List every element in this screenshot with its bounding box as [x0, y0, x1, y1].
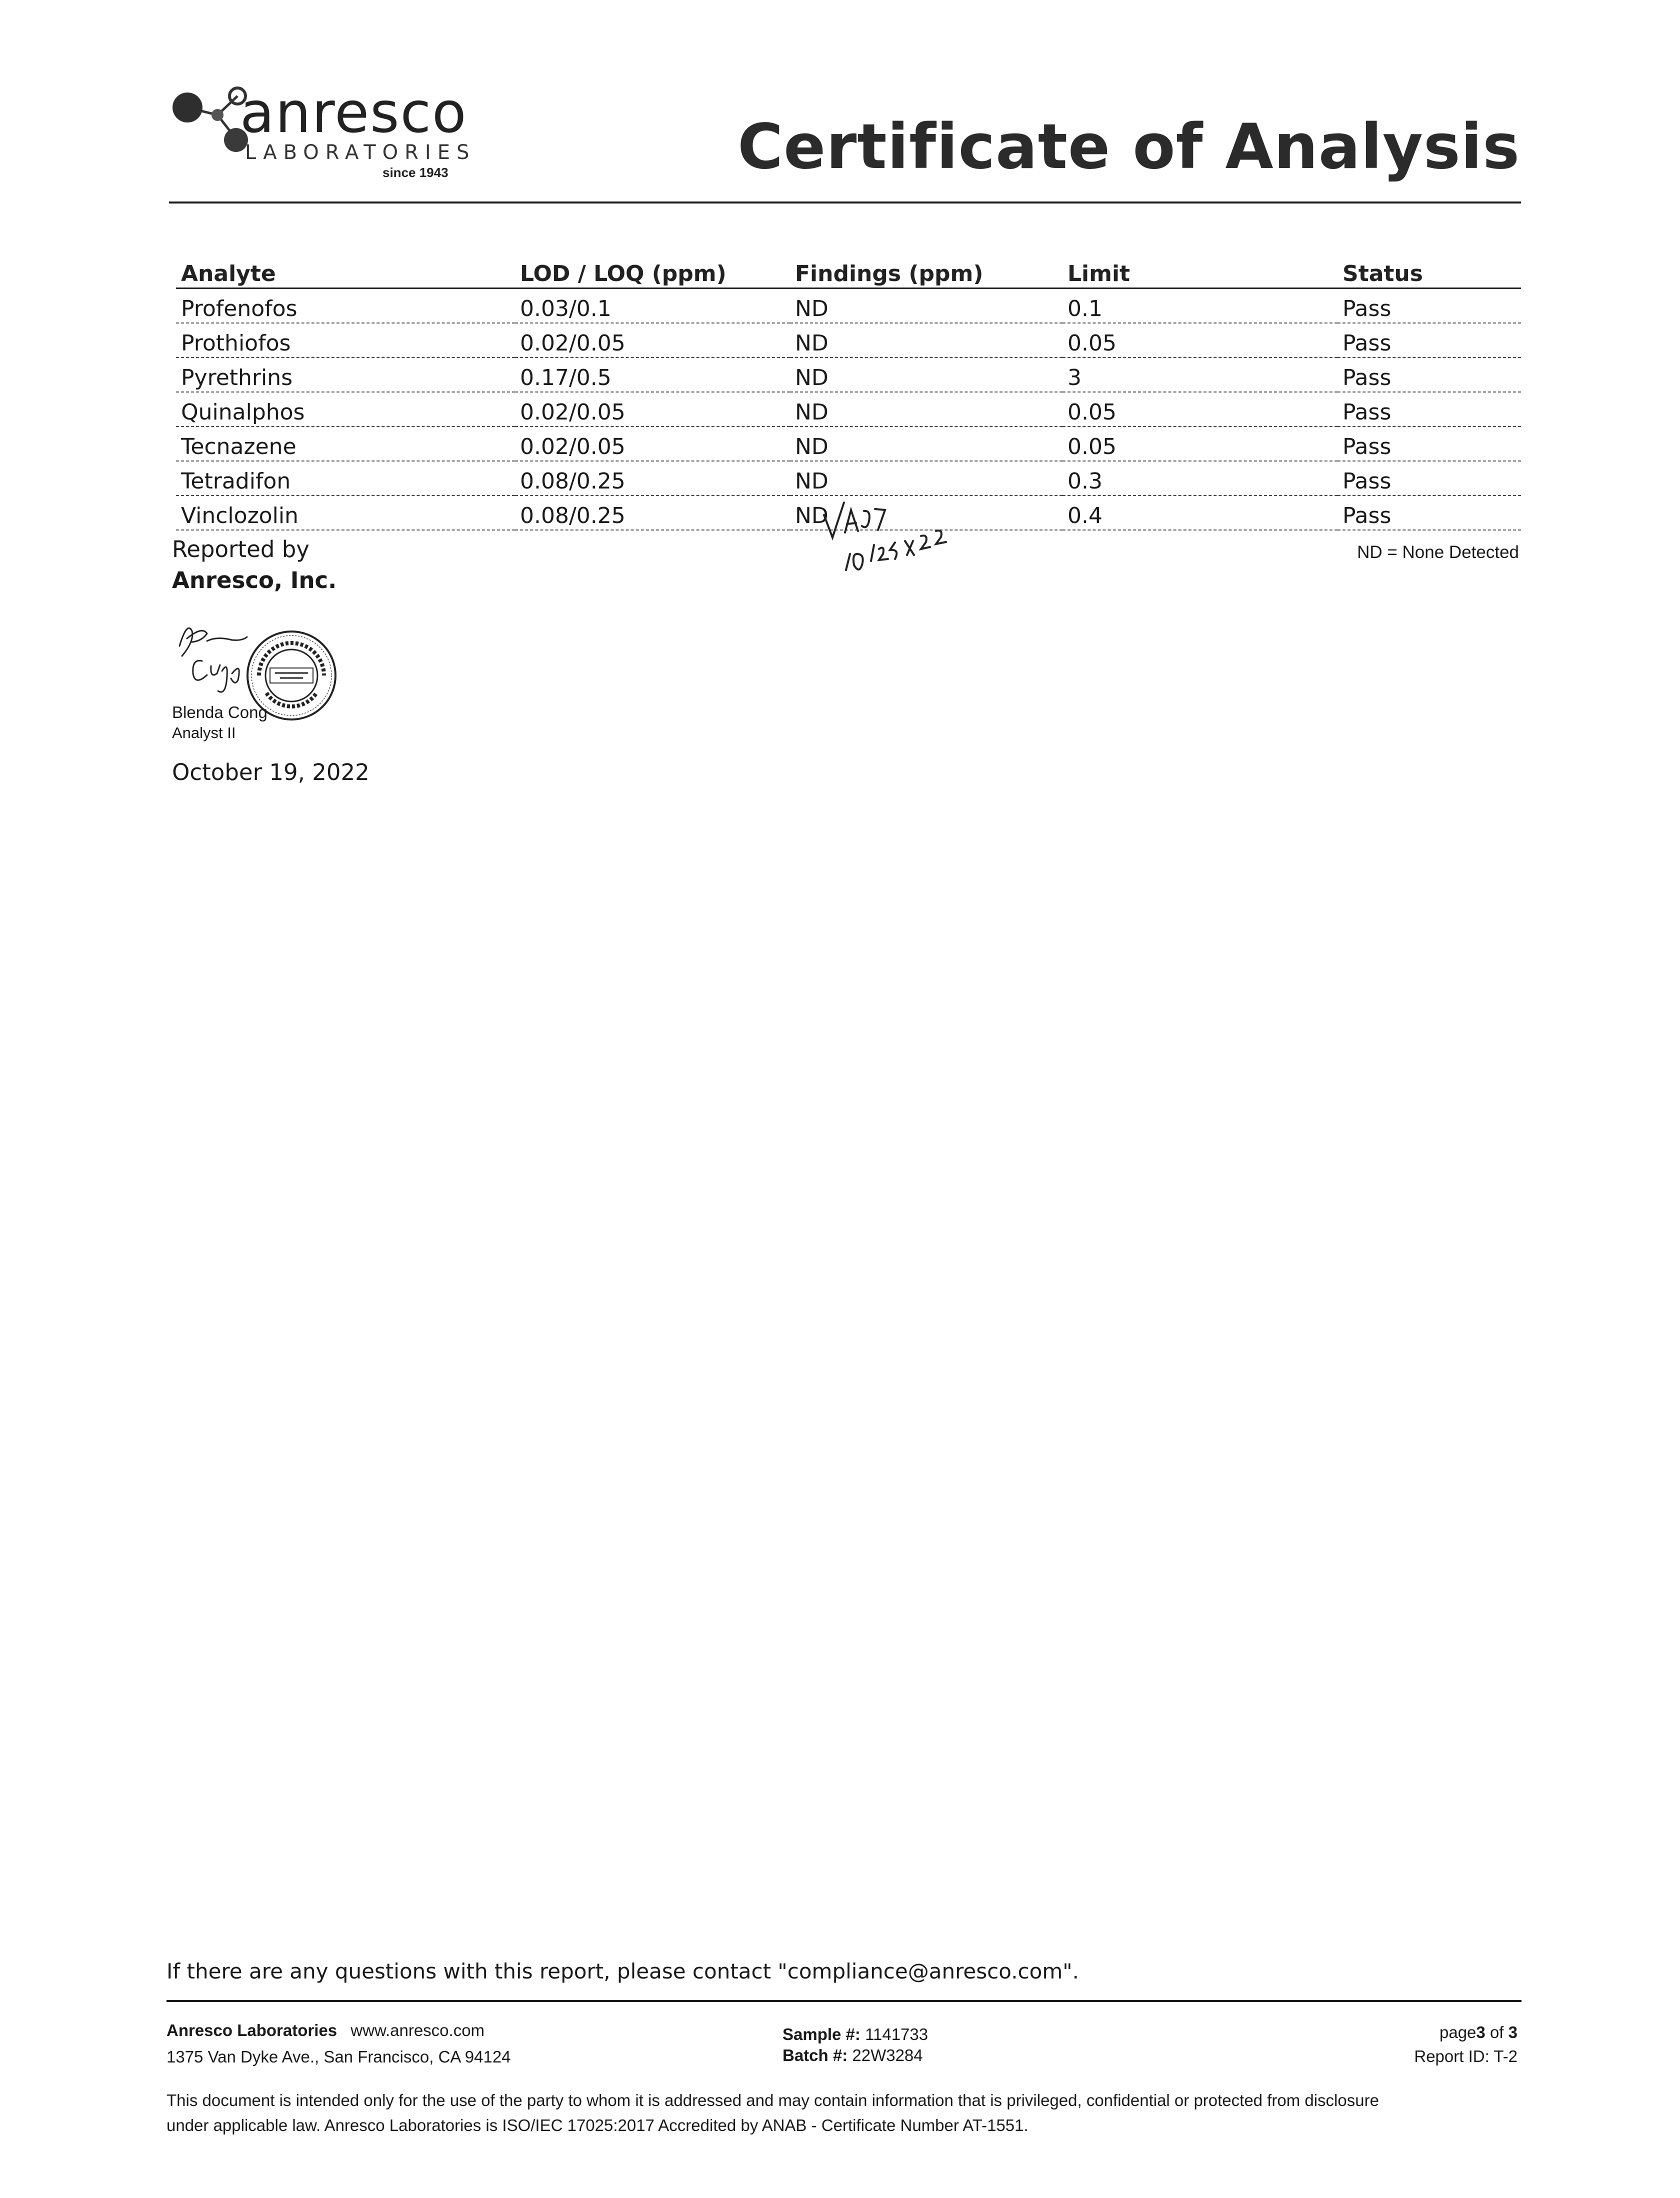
footer-divider	[166, 2000, 1522, 2002]
table-header-row	[176, 252, 1521, 288]
analyte-cell: Pyrethrins	[176, 358, 515, 392]
lod-loq-cell: 0.02/0.05	[515, 426, 790, 461]
status-cell: Pass	[1338, 288, 1521, 324]
disclaimer-line-2: under applicable law. Anresco Laboratories is ISO/IEC 17025:2017 Accredited by ANAB - Certificate Number AT-1551.	[166, 2116, 1028, 2134]
sample-value: 1141733	[865, 2025, 928, 2044]
limit-cell: 0.3	[1062, 461, 1338, 496]
analyst-name: Blenda Cong	[172, 703, 268, 722]
page-total: 3	[1508, 2023, 1518, 2042]
disclaimer	[166, 2088, 1526, 2138]
brand-since: since 1943	[382, 165, 448, 180]
table-row	[176, 288, 1521, 324]
brand-name: anresco	[240, 80, 468, 146]
document-title: Certificate of Analysis	[738, 111, 1520, 183]
lab-name: Anresco Laboratories	[166, 2021, 338, 2040]
table-row	[176, 461, 1521, 496]
contact-note: If there are any questions with this report, please contact "compliance@anresco.com".	[166, 1959, 1079, 1984]
analyte-cell: Prothiofos	[176, 323, 515, 358]
table-row	[176, 323, 1521, 358]
column-header-lod-loq: LOD / LOQ (ppm)	[515, 252, 790, 288]
table-row	[176, 392, 1521, 426]
lab-info	[166, 2021, 484, 2040]
analyte-cell: Tecnazene	[176, 426, 515, 461]
analyte-cell: Vinclozolin	[176, 496, 515, 530]
page-prefix: page	[1439, 2023, 1476, 2042]
findings-cell: ND	[790, 392, 1062, 426]
reporting-company: Anresco, Inc.	[172, 567, 337, 594]
brand-subtitle: LABORATORIES	[245, 141, 476, 164]
lod-loq-cell: 0.17/0.5	[515, 358, 790, 392]
analyte-cell: Tetradifon	[176, 461, 515, 496]
limit-cell: 0.05	[1062, 392, 1338, 426]
findings-cell: ND	[790, 323, 1062, 358]
disclaimer-line-1: This document is intended only for the use of the party to whom it is addressed and may contain information that is privileged, confidential or protected from disclosure	[166, 2091, 1379, 2110]
column-header-status: Status	[1338, 252, 1521, 288]
batch-label: Batch #:	[782, 2046, 848, 2064]
status-cell: Pass	[1338, 323, 1521, 358]
lod-loq-cell: 0.08/0.25	[515, 461, 790, 496]
lod-loq-cell: 0.03/0.1	[515, 288, 790, 324]
limit-cell: 0.1	[1062, 288, 1338, 324]
limit-cell: 0.05	[1062, 426, 1338, 461]
findings-cell: ND	[790, 288, 1062, 324]
batch-value: 22W3284	[852, 2046, 923, 2064]
header-divider	[169, 202, 1521, 204]
lab-address: 1375 Van Dyke Ave., San Francisco, CA 94124	[166, 2048, 511, 2066]
company-logo	[170, 80, 490, 180]
results-table	[176, 252, 1521, 530]
status-cell: Pass	[1338, 392, 1521, 426]
table-row	[176, 358, 1521, 392]
column-header-limit: Limit	[1062, 252, 1338, 288]
reported-by-label: Reported by	[172, 536, 310, 562]
molecule-logo-icon	[170, 85, 250, 160]
lab-website[interactable]: www.anresco.com	[350, 2021, 485, 2040]
findings-cell: ND	[790, 496, 1062, 530]
findings-cell: ND	[790, 358, 1062, 392]
column-header-findings: Findings (ppm)	[790, 252, 1062, 288]
report-date: October 19, 2022	[172, 759, 370, 786]
status-cell: Pass	[1338, 426, 1521, 461]
status-cell: Pass	[1338, 496, 1521, 530]
handwritten-initials-mark	[815, 495, 975, 600]
analyte-cell: Quinalphos	[176, 392, 515, 426]
batch-number	[782, 2046, 923, 2065]
nd-legend: ND = None Detected	[1357, 542, 1519, 562]
limit-cell: 0.05	[1062, 323, 1338, 358]
status-cell: Pass	[1338, 358, 1521, 392]
analyte-cell: Profenofos	[176, 288, 515, 324]
limit-cell: 0.4	[1062, 496, 1338, 530]
lod-loq-cell: 0.08/0.25	[515, 496, 790, 530]
sample-label: Sample #:	[782, 2025, 860, 2044]
findings-cell: ND	[790, 461, 1062, 496]
analyst-title: Analyst II	[172, 724, 236, 742]
report-id: Report ID: T-2	[1414, 2047, 1518, 2066]
status-cell: Pass	[1338, 461, 1521, 496]
table-row	[176, 426, 1521, 461]
column-header-analyte: Analyte	[176, 252, 515, 288]
findings-cell: ND	[790, 426, 1062, 461]
sample-number	[782, 2025, 928, 2044]
page-indicator	[1440, 2023, 1518, 2042]
lod-loq-cell: 0.02/0.05	[515, 392, 790, 426]
page-current: 3	[1476, 2023, 1486, 2042]
page-of: of	[1490, 2023, 1504, 2042]
limit-cell: 3	[1062, 358, 1338, 392]
lod-loq-cell: 0.02/0.05	[515, 323, 790, 358]
